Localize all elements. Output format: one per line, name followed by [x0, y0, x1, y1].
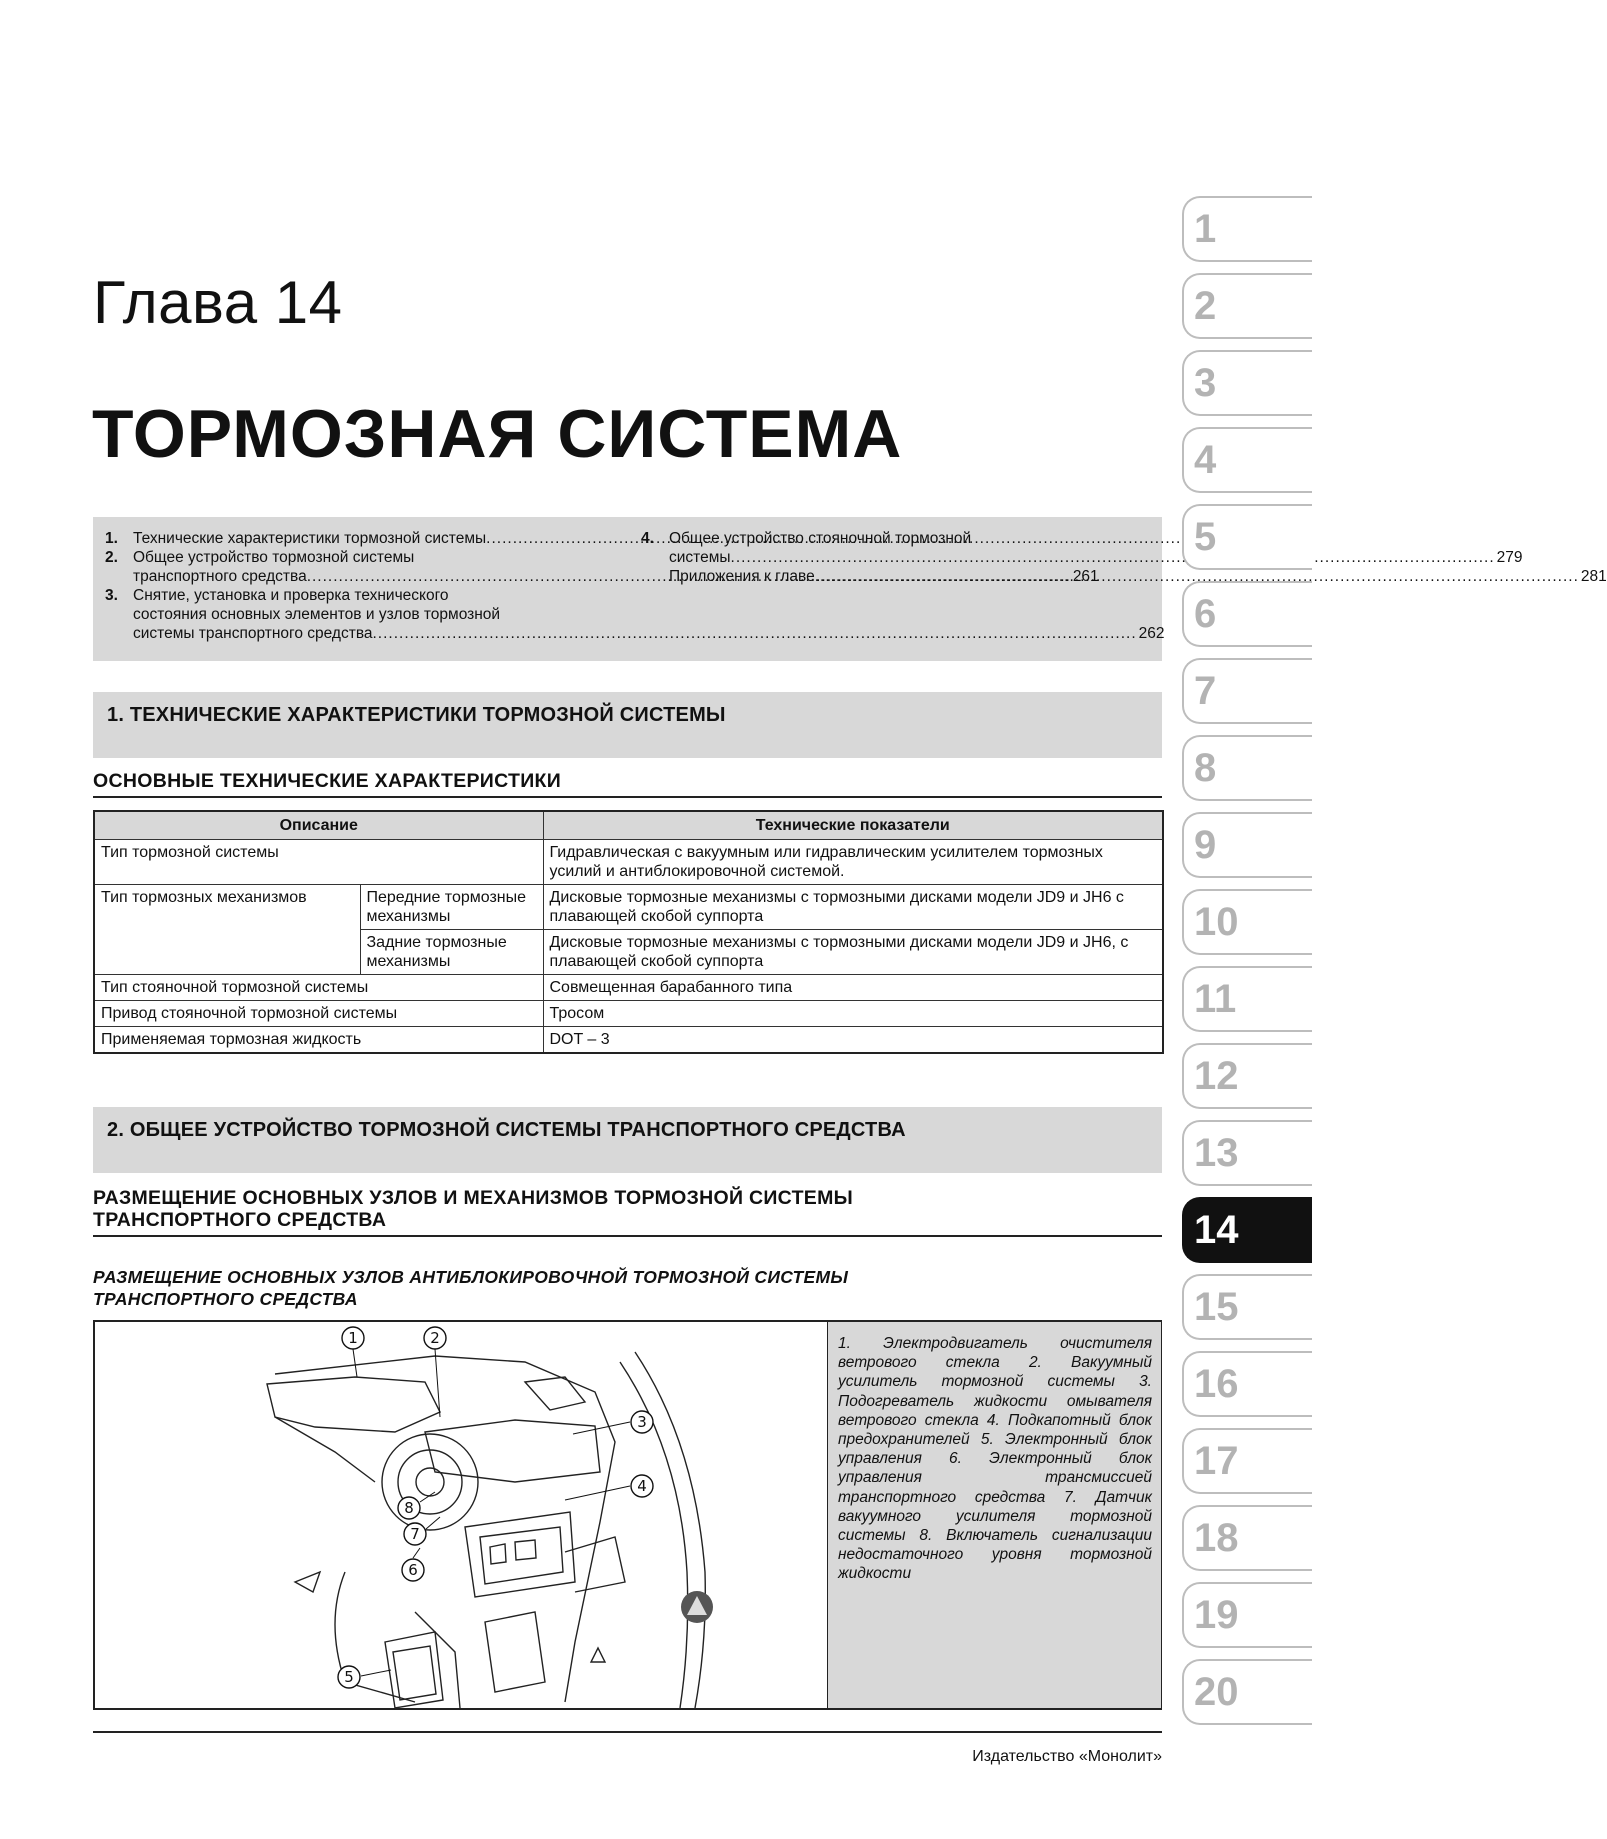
- chapter-tab-20[interactable]: 20: [1182, 1659, 1312, 1725]
- engine-bay-drawing: [267, 1352, 705, 1708]
- section-2-subheading-line: ТРАНСПОРТНОГО СРЕДСТВА: [93, 1209, 387, 1231]
- toc-item-text: системы ..... 279: [669, 548, 1523, 567]
- engine-bay-illustration: [95, 1322, 825, 1708]
- callout-4: [565, 1475, 653, 1500]
- table-cell: Привод стояночной тормозной системы: [94, 1001, 543, 1027]
- col-header-description: Описание: [94, 811, 543, 840]
- toc-item[interactable]: [105, 529, 619, 548]
- section-1-bar: [93, 692, 1162, 758]
- table-cell: Дисковые тормозные механизмы с тормозными дисками модели JD9 и JH6 с плавающей скобой суппорта: [543, 885, 1163, 930]
- toc-item[interactable]: [641, 529, 1523, 567]
- toc-item-text: Приложения к главе ..... 281: [669, 567, 1607, 586]
- toc-column-right: [641, 529, 1607, 586]
- table-of-contents: [93, 517, 1607, 661]
- table-cell: DOT – 3: [543, 1027, 1163, 1054]
- chapter-tab-5[interactable]: 5: [1182, 504, 1312, 570]
- callout-6: [402, 1548, 424, 1581]
- table-row: [94, 975, 1163, 1001]
- callouts: [338, 1327, 653, 1688]
- table-cell: Применяемая тормозная жидкость: [94, 1027, 543, 1054]
- table-row: [94, 1027, 1163, 1054]
- figure-caption: 1. Электродвигатель очистителя ветрового стекла 2. Вакуумный усилитель тормозной системы 3. Подогреватель жидкости омывателя ветрового стекла 4. Подкапотный блок предохранителей 5. Электронный блок управления 6. Электронный блок управления трансмиссией транспортного средства 7. Датчик вакуумного усилителя тормозной системы 8. Включатель сигнализации недостаточного уровня тормозной жидкости: [838, 1335, 1152, 1583]
- figure-box: [93, 1320, 1162, 1710]
- figure-title-line: РАЗМЕЩЕНИЕ ОСНОВНЫХ УЗЛОВ АНТИБЛОКИРОВОЧНОЙ ТОРМОЗНОЙ СИСТЕМЫ: [93, 1267, 849, 1287]
- callout-8-label: 8: [404, 1499, 414, 1517]
- figure-caption-panel: [827, 1322, 1161, 1708]
- footer-rule: [93, 1731, 1162, 1733]
- chapter-tab-14[interactable]: 14: [1182, 1197, 1312, 1263]
- toc-item-number: 2.: [105, 549, 118, 566]
- callout-4-label: 4: [637, 1477, 647, 1495]
- toc-page-number: 261: [1072, 568, 1099, 585]
- section-2-title: 2. ОБЩЕЕ УСТРОЙСТВО ТОРМОЗНОЙ СИСТЕМЫ ТРАНСПОРТНОГО СРЕДСТВА: [107, 1119, 906, 1141]
- table-cell: Тип тормозной системы: [94, 840, 543, 885]
- toc-item-number: 3.: [105, 587, 118, 604]
- table-header-row: [94, 811, 1163, 840]
- col-header-specs: Технические показатели: [543, 811, 1163, 840]
- callout-3: [573, 1411, 653, 1434]
- chapter-title: ТОРМОЗНАЯ СИСТЕМА: [92, 396, 903, 472]
- table-cell: Передние тормозные механизмы: [360, 885, 543, 930]
- toc-item-text: состояния основных элементов и узлов тормозной: [133, 606, 501, 623]
- toc-item-number: [641, 567, 669, 586]
- chapter-tab-18[interactable]: 18: [1182, 1505, 1312, 1571]
- section-2-subheading: [93, 1187, 853, 1231]
- toc-item-text: транспортного средства ..... 261: [133, 567, 1099, 586]
- toc-item[interactable]: [105, 586, 1165, 643]
- section-1-subheading: ОСНОВНЫЕ ТЕХНИЧЕСКИЕ ХАРАКТЕРИСТИКИ: [93, 770, 562, 792]
- chapter-tab-17[interactable]: 17: [1182, 1428, 1312, 1494]
- table-cell: Тип стояночной тормозной системы: [94, 975, 543, 1001]
- logo-mark: [681, 1591, 713, 1623]
- callout-3-label: 3: [637, 1413, 647, 1431]
- chapter-tab-11[interactable]: 11: [1182, 966, 1312, 1032]
- toc-item-text: Общее устройство тормозной системы: [133, 549, 415, 566]
- figure-title-line: ТРАНСПОРТНОГО СРЕДСТВА: [93, 1289, 358, 1309]
- toc-item-text: Снятие, установка и проверка технического: [133, 587, 449, 604]
- chapter-tab-10[interactable]: 10: [1182, 889, 1312, 955]
- table-row: [94, 885, 1163, 930]
- chapter-tab-6[interactable]: 6: [1182, 581, 1312, 647]
- table-cell: Тип тормозных механизмов: [94, 885, 360, 975]
- chapter-tab-13[interactable]: 13: [1182, 1120, 1312, 1186]
- subheading-rule: [93, 796, 1162, 798]
- chapter-tab-3[interactable]: 3: [1182, 350, 1312, 416]
- toc-item-number: 1.: [105, 530, 118, 547]
- chapter-tab-8[interactable]: 8: [1182, 735, 1312, 801]
- callout-6-label: 6: [408, 1561, 418, 1579]
- toc-item[interactable]: [641, 567, 1607, 586]
- callout-2-label: 2: [430, 1329, 440, 1347]
- callout-5-label: 5: [344, 1668, 354, 1686]
- figure-title: [93, 1266, 848, 1310]
- chapter-tab-15[interactable]: 15: [1182, 1274, 1312, 1340]
- toc-item-number: 4.: [641, 530, 654, 547]
- callout-8: [398, 1492, 435, 1519]
- chapter-tab-12[interactable]: 12: [1182, 1043, 1312, 1109]
- table-row: [94, 1001, 1163, 1027]
- table-cell: Гидравлическая с вакуумным или гидравлическим усилителем тормозных усилий и антиблокировочной системой.: [543, 840, 1163, 885]
- toc-item-text: системы транспортного средства ..... 262: [133, 624, 1165, 643]
- subheading-rule: [93, 1235, 1162, 1237]
- table-cell: Совмещенная барабанного типа: [543, 975, 1163, 1001]
- section-2-bar: [93, 1107, 1162, 1173]
- table-cell: Тросом: [543, 1001, 1163, 1027]
- chapter-tab-2[interactable]: 2: [1182, 273, 1312, 339]
- callout-1-label: 1: [348, 1329, 358, 1347]
- toc-item-text: Общее устройство стояночной тормозной: [669, 530, 972, 547]
- table-cell: Дисковые тормозные механизмы с тормозными дисками модели JD9 и JH6, с плавающей скобой суппорта: [543, 930, 1163, 975]
- chapter-tab-9[interactable]: 9: [1182, 812, 1312, 878]
- chapter-tab-7[interactable]: 7: [1182, 658, 1312, 724]
- callout-7-label: 7: [410, 1525, 420, 1543]
- toc-page-number: 279: [1496, 549, 1523, 566]
- spec-table: [93, 810, 1164, 1054]
- callout-1: [342, 1327, 364, 1377]
- publisher: Издательство «Монолит»: [972, 1748, 1162, 1765]
- callout-5: [338, 1666, 391, 1688]
- chapter-label: Глава 14: [93, 269, 343, 336]
- table-row: [94, 840, 1163, 885]
- chapter-tab-19[interactable]: 19: [1182, 1582, 1312, 1648]
- toc-item-text: Технические характеристики тормозной системы .....: [133, 529, 1278, 548]
- toc-page-number: 281: [1580, 568, 1607, 585]
- section-2-subheading-line: РАЗМЕЩЕНИЕ ОСНОВНЫХ УЗЛОВ И МЕХАНИЗМОВ ТОРМОЗНОЙ СИСТЕМЫ: [93, 1187, 854, 1209]
- callout-7: [404, 1517, 440, 1545]
- chapter-tab-1[interactable]: 1: [1182, 196, 1312, 262]
- toc-page-number: 262: [1138, 625, 1165, 642]
- chapter-tab-4[interactable]: 4: [1182, 427, 1312, 493]
- chapter-tab-16[interactable]: 16: [1182, 1351, 1312, 1417]
- table-cell: Задние тормозные механизмы: [360, 930, 543, 975]
- section-1-title: 1. ТЕХНИЧЕСКИЕ ХАРАКТЕРИСТИКИ ТОРМОЗНОЙ СИСТЕМЫ: [107, 704, 726, 726]
